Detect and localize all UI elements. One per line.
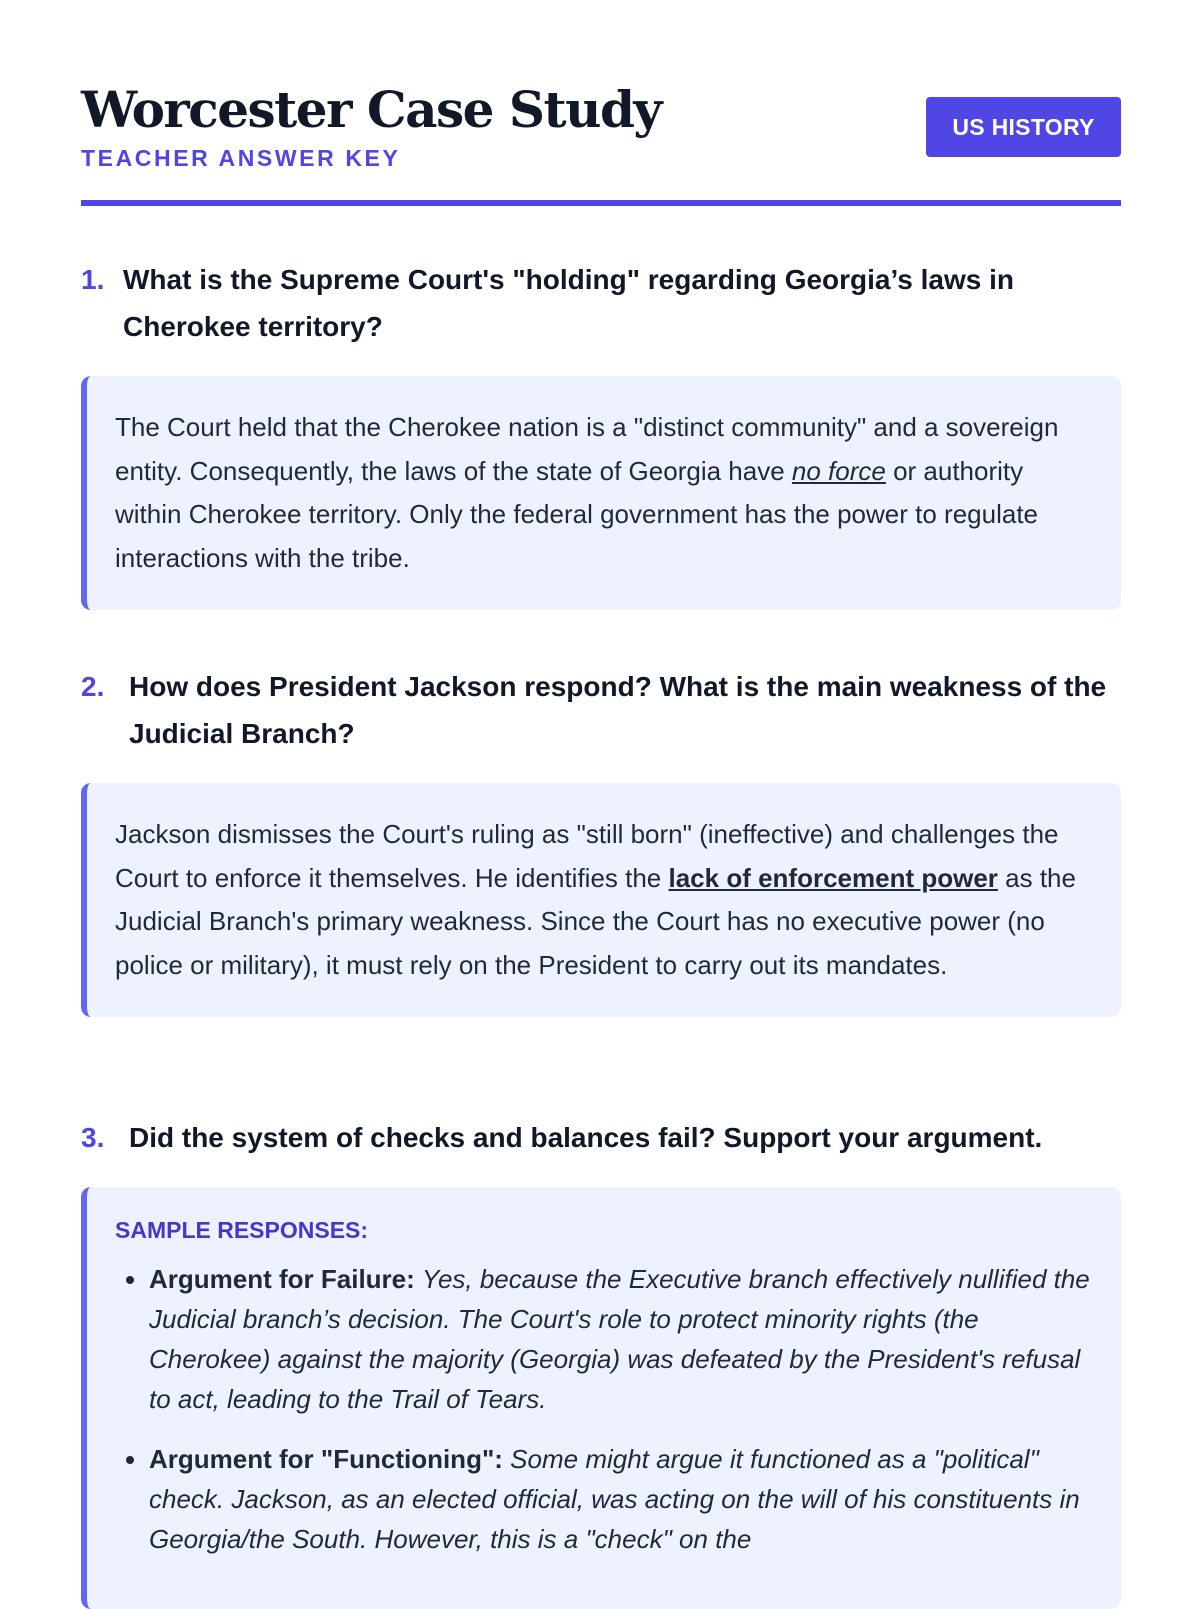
sample-responses-label: SAMPLE RESPONSES: bbox=[115, 1217, 369, 1243]
question-number: 3. bbox=[81, 1122, 105, 1153]
answer-emphasis: lack of enforcement power bbox=[668, 862, 998, 893]
subject-badge[interactable]: US HISTORY bbox=[926, 97, 1121, 157]
answer-text bbox=[115, 813, 1095, 987]
question-number: 2. bbox=[81, 671, 105, 702]
question-number: 1. bbox=[81, 264, 105, 295]
list-item bbox=[149, 1439, 1095, 1559]
page-title: Worcester Case Study bbox=[81, 80, 661, 139]
answer-text-part: The Court held that the Cherokee nation is a "distinct community" and a sovereign entity. Consequently, the laws of the state of Georgia have bbox=[115, 412, 1059, 486]
question-text: Did the system of checks and balances fail? Support your argument. bbox=[129, 1122, 1043, 1153]
answer-text-part: Jackson dismisses the Court's ruling as "still born" (ineffective) and challenges the Court to enforce it themselves. He identifies the bbox=[115, 819, 1059, 893]
answer-key-page bbox=[81, 0, 1121, 1554]
page-subtitle: TEACHER ANSWER KEY bbox=[81, 145, 401, 171]
response-label: Argument for Failure: bbox=[149, 1264, 415, 1294]
question-heading bbox=[81, 663, 1121, 757]
question-text: How does President Jackson respond? What is the main weakness of the Judicial Branch? bbox=[129, 671, 1107, 749]
answer-text-part: or authority within Cherokee territory. Only the federal government has the power to regulate interactions with the tribe. bbox=[115, 455, 1038, 573]
question-2 bbox=[81, 663, 1121, 1017]
question-3 bbox=[81, 1114, 1121, 1609]
answer-emphasis: no force bbox=[791, 455, 886, 486]
question-heading bbox=[81, 1114, 1121, 1161]
page-header bbox=[81, 0, 1121, 206]
list-item bbox=[149, 1259, 1095, 1419]
question-1 bbox=[81, 256, 1121, 610]
sample-responses-list bbox=[115, 1259, 1095, 1559]
question-text: What is the Supreme Court's "holding" regarding Georgia’s laws in Cherokee territory? bbox=[123, 264, 1014, 342]
question-heading bbox=[81, 256, 1121, 350]
response-label: Argument for "Functioning": bbox=[149, 1444, 503, 1474]
answer-box bbox=[81, 783, 1121, 1017]
answer-text bbox=[115, 406, 1095, 580]
answer-box bbox=[81, 1187, 1121, 1609]
header-divider bbox=[81, 200, 1121, 206]
response-text: Yes, because the Executive branch effectively nullified the Judicial branch’s decision. The Court's role to protect minority rights (the Cherokee) against the majority (Georgia) was defeated by the President's refusal to act, leading to the Trail of Tears. bbox=[149, 1264, 1090, 1414]
answer-box bbox=[81, 376, 1121, 610]
response-text: Some might argue it functioned as a "political" check. Jackson, as an elected official, was acting on the will of his constituents in Georgia/the South. However, this is a "check" on the bbox=[149, 1444, 1080, 1554]
answer-text-part: as the Judicial Branch's primary weakness. Since the Court has no executive power (no police or military), it must rely on the President to carry out its mandates. bbox=[115, 862, 1076, 980]
